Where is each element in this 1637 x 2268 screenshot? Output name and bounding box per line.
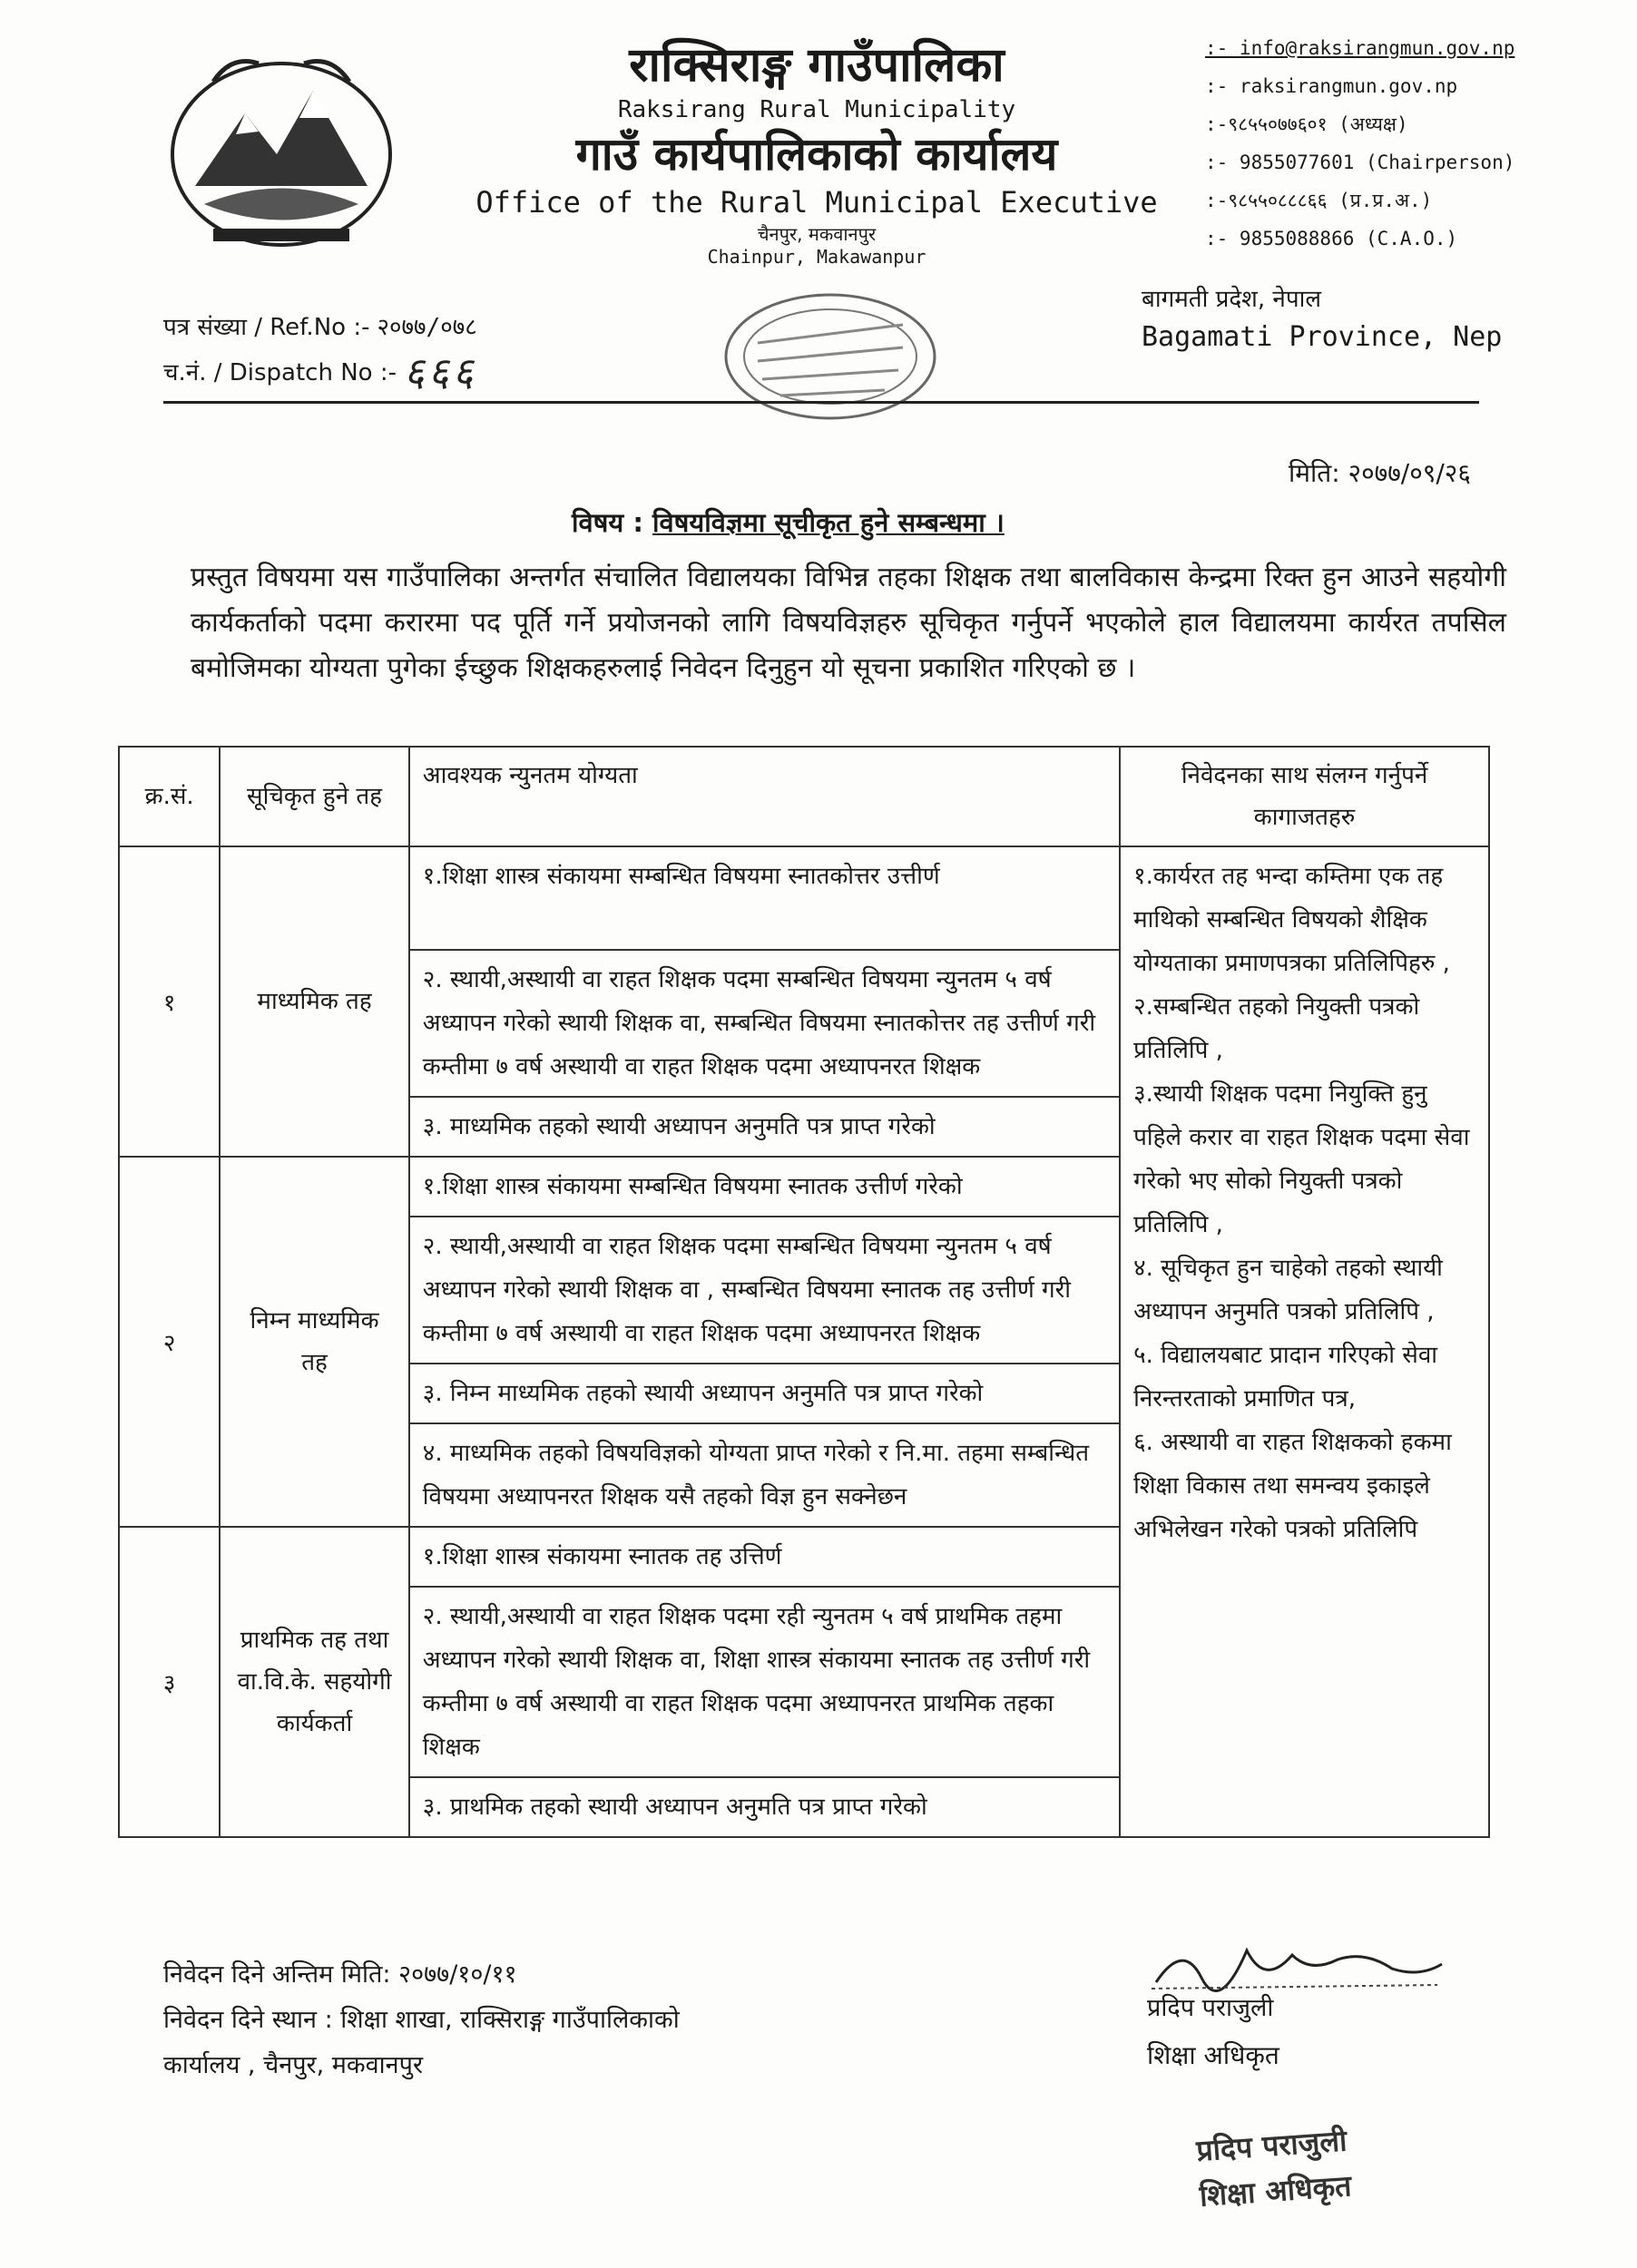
contact-phone-cao-en: :- 9855088866 (C.A.O.) [1205, 228, 1458, 249]
address-np: चैनपुर, मकवानपुर [757, 223, 877, 245]
contact-phone-chair-np: :-९८५५०७७६०१ (अध्यक्ष) [1205, 113, 1408, 135]
place-line-1: निवेदन दिने स्थान : शिक्षा शाखा, राक्सिराङ्ग गाउँपालिकाको [163, 2006, 680, 2034]
documents-cell [1120, 846, 1489, 1837]
office-name-np: गाउँ कार्यपालिकाको कार्यालय [575, 128, 1058, 181]
address-en: Chainpur, Makawanpur [707, 246, 926, 268]
subject-text: विषयविज्ञमा सूचीकृत हुने सम्बन्धमा । [652, 507, 1005, 538]
office-stamp [717, 288, 944, 425]
contact-phone-cao-np: :-९८५५०८८८६६ (प्र.प्र.अ.) [1205, 190, 1433, 211]
col-header-level: सूचिकृत हुने तह [220, 747, 408, 846]
col-header-sn: क्र.सं. [119, 747, 220, 846]
qualification-item: ३. प्राथमिक तहको स्थायी अध्यापन अनुमति पत्र प्राप्त गरेको [409, 1777, 1120, 1837]
document-item: १.कार्यरत तह भन्दा कम्तिमा एक तह माथिको सम्बन्धित विषयको शैक्षिक योग्यताका प्रमाणपत्रका प्रतिलिपिहरु , [1133, 863, 1450, 977]
subject-label: विषय : [572, 507, 643, 538]
signatory-name: प्रदिप पराजुली [1147, 1994, 1274, 2022]
document-item: ४. सूचिकृत हुन चाहेको तहको स्थायी अध्यापन अनुमति पत्रको प्रतिलिपि , [1133, 1255, 1443, 1325]
signatory-designation: शिक्षा अधिकृत [1147, 2040, 1279, 2070]
reference-block [163, 305, 477, 396]
qualification-item: ३. माध्यमिक तहको स्थायी अध्यापन अनुमति पत्र प्राप्त गरेको [409, 1097, 1120, 1157]
row-sn: ३ [119, 1527, 220, 1837]
deadline-line: निवेदन दिने अन्तिम मिति: २०७७/१०/११ [163, 1960, 517, 1989]
qualification-table [118, 746, 1490, 1838]
qualification-item: ३. निम्न माध्यमिक तहको स्थायी अध्यापन अनुमति पत्र प्राप्त गरेको [409, 1364, 1120, 1423]
letter-date: मिति: २०७७/०९/२६ [1289, 458, 1471, 488]
footer-block [163, 1952, 680, 2088]
qualification-item: ४. माध्यमिक तहको विषयविज्ञको योग्यता प्राप्त गरेको र नि.मा. तहमा सम्बन्धित विषयमा अध्यापनरत शिक्षक यसै तहको विज्ञ हुन सक्नेछन [409, 1423, 1120, 1527]
col-header-qualification: आवश्यक न्युनतम योग्यता [409, 747, 1120, 846]
contact-list [1205, 29, 1622, 258]
dispatch-label: च.नं. / Dispatch No :- [163, 359, 397, 386]
qualification-item: २. स्थायी,अस्थायी वा राहत शिक्षक पदमा सम्बन्धित विषयमा न्युनतम ५ वर्ष अध्यापन गरेको स्थायी शिक्षक वा, सम्बन्धित विषयमा स्नातकोत्तर तह उत्तीर्ण गरी कम्तीमा ७ वर्ष अस्थायी वा राहत शिक्षक पदमा अध्यापनरत शिक्षक [409, 950, 1120, 1097]
table-row [119, 846, 1489, 950]
handwritten-signature [1147, 1932, 1446, 1996]
qualification-item: २. स्थायी,अस्थायी वा राहत शिक्षक पदमा सम्बन्धित विषयमा न्युनतम ५ वर्ष अध्यापन गरेको स्थायी शिक्षक वा , सम्बन्धित विषयमा स्नातक तह उत्तीर्ण गरी कम्तीमा ७ वर्ष अस्थायी वा राहत शिक्षक पदमा अध्यापनरत शिक्षक [409, 1217, 1120, 1364]
document-item: ५. विद्यालयबाट प्रादान गरिएको सेवा निरन्तरताको प्रमाणित पत्र, [1133, 1342, 1438, 1413]
contact-phone-chair-en: :- 9855077601 (Chairperson) [1205, 152, 1515, 173]
province-np: बागमती प्रदेश, नेपाल [1142, 286, 1321, 313]
table-header-row [119, 747, 1489, 846]
row-level: प्राथमिक तह तथा वा.वि.के. सहयोगी कार्यकर्ता [220, 1527, 408, 1837]
seal-name: प्रदिप पराजुली [1195, 2123, 1348, 2168]
office-name-en: Office of the Rural Municipal Executive [475, 185, 1158, 220]
notice-paragraph: प्रस्तुत विषयमा यस गाउँपालिका अन्तर्गत संचालित विद्यालयका विभिन्न तहका शिक्षक तथा बालविकास केन्द्रमा रिक्त हुन आउने सहयोगी कार्यकर्ताको पदमा करारमा पद पूर्ति गर्ने प्रयोजनको लागि विषयविज्ञहरु सूचिकृत गर्नुपर्ने भएकोले हाल विद्यालयमा कार्यरत तपसिल बमोजिमका योग्यता पुगेका ईच्छुक शिक्षकहरुलाई निवेदन दिनुहुन यो सूचना प्रकाशित गरिएको छ । [191, 562, 1506, 684]
letterhead [472, 36, 1162, 269]
document-item: ६. अस्थायी वा राहत शिक्षकको हकमा शिक्षा विकास तथा समन्वय इकाइले अभिलेखन गरेको पत्रको प्रतिलिपि [1133, 1429, 1452, 1543]
nepal-emblem-logo [159, 27, 404, 254]
subject-line [572, 504, 1005, 540]
document-item: ३.स्थायी शिक्षक पदमा नियुक्ति हुनु पहिले करार वा राहत शिक्षक पदमा सेवा गरेको भए सोको नियुक्ती पत्रको प्रतिलिपि , [1133, 1080, 1470, 1238]
municipality-name-en: Raksirang Rural Municipality [617, 96, 1016, 123]
province-block [1142, 281, 1502, 357]
seal-designation: शिक्षा अधिकृत [1198, 2168, 1353, 2214]
contact-email-link[interactable]: :- info@raksirangmun.gov.np [1205, 37, 1515, 59]
qualification-item: १.शिक्षा शास्त्र संकायमा सम्बन्धित विषयमा स्नातकोत्तर उत्तीर्ण [409, 846, 1120, 950]
name-seal [1195, 2117, 1353, 2218]
ref-label: पत्र संख्या / Ref.No :- [163, 314, 370, 341]
province-en: Bagamati Province, Nep [1142, 321, 1503, 353]
contact-website[interactable]: :- raksirangmun.gov.np [1205, 75, 1458, 97]
col-header-documents: निवेदनका साथ संलग्न गर्नुपर्ने कागाजतहरु [1120, 747, 1489, 846]
ref-value: २०७७/०७८ [377, 314, 477, 341]
qualification-item: १.शिक्षा शास्त्र संकायमा स्नातक तह उत्तिर्ण [409, 1527, 1120, 1587]
municipality-name-np: राक्सिराङ्ग गाउँपालिका [629, 38, 1005, 93]
place-line-2: कार्यालय , चैनपुर, मकवानपुर [163, 2051, 424, 2079]
qualification-item: २. स्थायी,अस्थायी वा राहत शिक्षक पदमा रही न्युनतम ५ वर्ष प्राथमिक तहमा अध्यापन गरेको स्थायी शिक्षक वा, शिक्षा शास्त्र संकायमा स्नातक तह उत्तीर्ण गरी कम्तीमा ७ वर्ष अस्थायी वा राहत शिक्षक पदमा अध्यापनरत प्राथमिक तहका शिक्षक [409, 1587, 1120, 1777]
row-sn: १ [119, 846, 220, 1157]
dispatch-value: ६६६ [403, 349, 477, 396]
row-level: माध्यमिक तह [220, 846, 408, 1157]
qualification-item: १.शिक्षा शास्त्र संकायमा सम्बन्धित विषयमा स्नातक उत्तीर्ण गरेको [409, 1157, 1120, 1217]
document-item: २.सम्बन्धित तहको नियुक्ती पत्रको प्रतिलिपि , [1133, 993, 1420, 1064]
row-level: निम्न माध्यमिक तह [220, 1157, 408, 1527]
row-sn: २ [119, 1157, 220, 1527]
header-divider [163, 401, 1479, 404]
signature-block [1147, 1932, 1474, 2076]
